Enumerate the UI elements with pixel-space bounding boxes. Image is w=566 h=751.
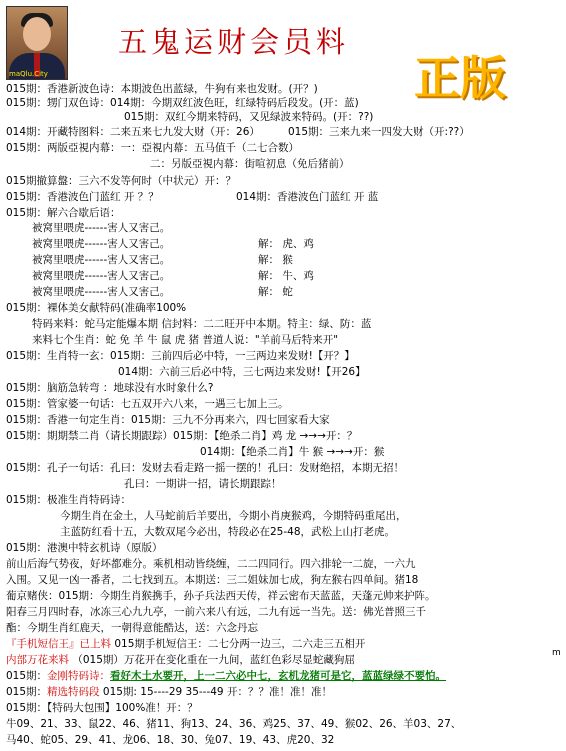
text-line: 入围。又见一凶一番者，二七找到五。本期送：三二姐妹加七成，狗左猴右四单间。猪18 bbox=[6, 574, 419, 586]
text-line: 015期：管家婆一句话：七五双开六八来，一遇三七加上三。 bbox=[6, 398, 289, 410]
text-line: 015期：三来九来一四发大财（开:??） bbox=[288, 126, 470, 138]
portrait-photo bbox=[6, 6, 68, 80]
text-line: 二：另版亞視内幕：街喧初息（免后猪前） bbox=[150, 158, 350, 170]
insider-label: 内部万花来料 bbox=[6, 654, 69, 666]
text-line: 孔曰：一期讲一招，请长期跟踪！ bbox=[124, 478, 282, 490]
sms-king-text: 015期手机短信王：二七分两一边三，二六走三五相开 bbox=[114, 638, 366, 650]
text-line: 015期：【特码大包围】100%准！开：？ bbox=[6, 702, 198, 714]
segment-label: 精选特码段 bbox=[47, 686, 100, 698]
riddle-line: 被窝里喂虎------害人又害己。 bbox=[32, 286, 171, 298]
text-line: 014期：六前三后必中特，三七两边来发财!【开26】 bbox=[118, 366, 366, 378]
text-line: 牛09、21、33、鼠22、46、猪11、狗13、24、36、鸡25、37、49、猴02、26、羊03、27、 bbox=[6, 718, 462, 730]
text-line: 今期生肖在金土，人马蛇前后羊要出，今期小肖庚猴鸡，今期特码重尾出， bbox=[60, 510, 407, 522]
text-line bbox=[6, 638, 365, 650]
issue-label: 015期： bbox=[6, 686, 48, 698]
insider-text: （015期）万花开在变化重在一九间，蓝红色彩尽显蛇藏狗屈 bbox=[72, 654, 355, 666]
text-line: 015期：裸体美女献特码(准确率100% bbox=[6, 302, 187, 314]
section-heading bbox=[6, 207, 121, 219]
text-line: 015期：双红今期来特码，又见绿波来特码。(开：??) bbox=[124, 111, 374, 123]
photo-caption: maQlu.City bbox=[9, 70, 48, 78]
text-line: 主蓝防红看十五，大数双尾今必出，特段必在25-48，武松上山打老虎。 bbox=[60, 526, 396, 538]
text-line: 015期：生肖特一玄：015期：三前四后必中特，一三两边来发财!【开？】 bbox=[6, 350, 355, 362]
text-line: 酯：今期生肖红鹿天，一朝得意能酷达，送：六念丹忘 bbox=[6, 622, 258, 634]
riddle-line: 被窝里喂虎------害人又害己。 bbox=[32, 222, 171, 234]
text-line bbox=[6, 686, 332, 698]
text-line bbox=[6, 654, 355, 666]
riddle-answer: 解： 虎、鸡 bbox=[258, 238, 314, 250]
text-line: 阳春三月四时春，冰冻三心九九亭，一前六来八有远，二九有远一当先。送：佛光普照三千 bbox=[6, 606, 426, 618]
text-line: 015期：甥门双色诗：014期：今期双红波色旺，红绿特码后段发。(开：蓝) bbox=[6, 97, 359, 109]
text-line: 015期：期期禁二肖（请长期跟踪）015期：【绝杀二肖】鸡 龙 →→→开：？ bbox=[6, 430, 358, 442]
text-line: 015期：脑筋急转弯 ：地球没有水时象什么? bbox=[6, 382, 214, 394]
marker: m bbox=[552, 648, 561, 658]
text-line: 015期：解六合歇后语： bbox=[6, 207, 121, 219]
text-line: 来料七个生肖：蛇 免 羊 牛 鼠 虎 猪 普道人说："羊前马后特来开" bbox=[32, 334, 339, 346]
text-line: 015期：香港波色门蓝红 开 ？？ bbox=[6, 191, 159, 203]
text-line: 特码来料：蛇马定能爆本期 信封料：二二旺开中本期。特主：绿、防：蓝 bbox=[32, 318, 372, 330]
text-line: 015期：两版亞視内幕：一：亞視内幕：五马值千（二七合数） bbox=[6, 142, 300, 154]
authentic-badge: 正版 bbox=[414, 51, 506, 105]
issue-label: 015期： bbox=[6, 670, 48, 682]
sms-king-label: 『手机短信王』已上料 bbox=[6, 638, 111, 650]
text-line: 014期：香港波色门蓝红 开 蓝 bbox=[236, 191, 379, 203]
text-line: 015期：孔子一句话：孔曰：发财去看走路一摇一摆的！孔曰：发财绝招，本期无招！ bbox=[6, 462, 405, 474]
riddle-line: 被窝里喂虎------害人又害己。 bbox=[32, 270, 171, 282]
text-line: 015期：香港一句定生肖：015期：三九不分再来六，四七回家看大家 bbox=[6, 414, 330, 426]
text-line: 015期撤算盤：三六不发等何时（中状元）开：？ bbox=[6, 175, 237, 187]
text-line: 014期：开藏特图料：二来五来七九发大财（开：26） bbox=[6, 126, 260, 138]
riddle-line: 被窝里喂虎------害人又害己。 bbox=[32, 254, 171, 266]
text-line: 014期：【绝杀二肖】牛 猴 →→→开：猴 bbox=[200, 446, 385, 458]
riddle-line: 被窝里喂虎------害人又害己。 bbox=[32, 238, 171, 250]
riddle-answer: 解： 蛇 bbox=[258, 286, 293, 298]
kingkong-label: 金刚特码诗： bbox=[47, 670, 111, 682]
riddle-answer: 解： 猴 bbox=[258, 254, 293, 266]
riddle-answer: 解： 牛、鸡 bbox=[258, 270, 314, 282]
text-line: 015期：极准生肖特码诗： bbox=[6, 494, 132, 506]
page-title: 五鬼运财会员料 bbox=[118, 25, 350, 59]
text-line: 葡京赌侠：015期：今期生肖猴携手，孙子兵法西天传，祥云密布天蓝蓝，天蓬元帅来护阵。 bbox=[6, 590, 436, 602]
kingkong-text: 看好木土水要开，上一二六必中七，玄机龙猪可是它，蓝蓝绿绿不要怕。 bbox=[110, 670, 447, 682]
text-line bbox=[6, 670, 446, 682]
text-line: 马40、蛇05、29、41、龙06、18、30、兔07、19、43、虎20、32 bbox=[6, 734, 335, 746]
text-line: 015期：港澳中特玄机诗（原版） bbox=[6, 542, 163, 554]
segment-text: 015期: 15----29 35---49 开：？？准！准！准！ bbox=[102, 686, 332, 698]
text-line: 015期：香港新波色诗：本期波色出蓝绿，牛狗有来也发财。(开？) bbox=[6, 83, 318, 95]
text-line: 前山后海气势夜，好坏都难分。乘机相动皆绕缠，二二四同行。四六排轮一二旋，一六九 bbox=[6, 558, 416, 570]
